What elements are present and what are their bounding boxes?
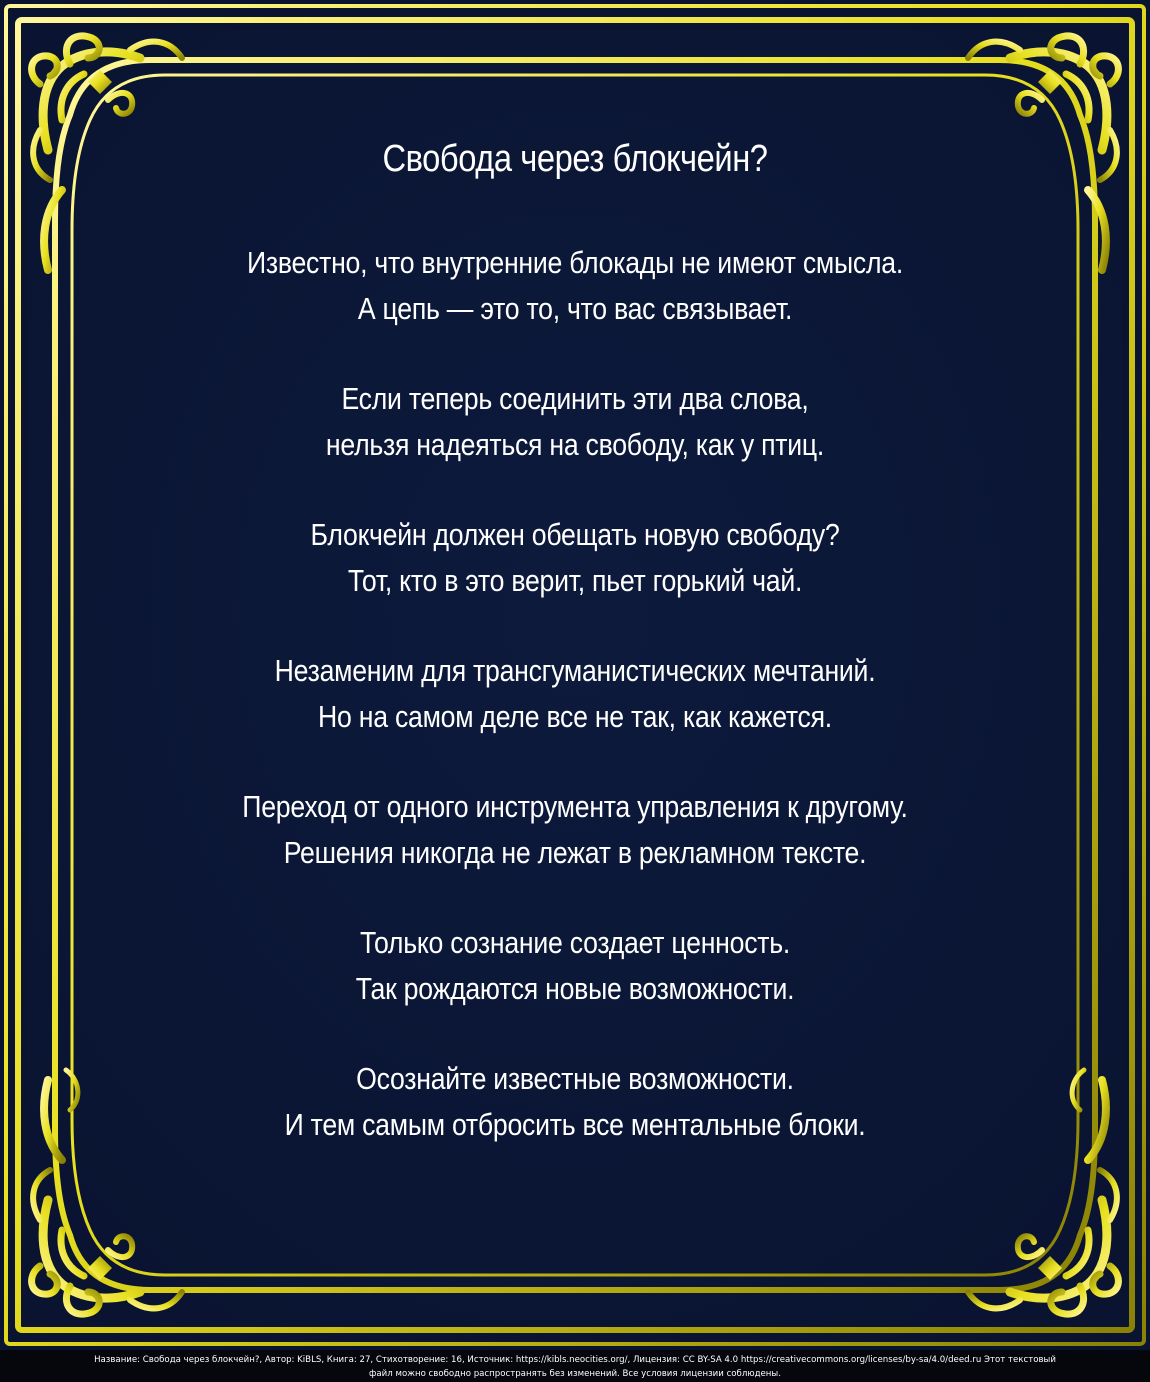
license-footer (0, 1350, 1150, 1382)
poem-line: Если теперь соединить эти два слова, (341, 381, 809, 416)
footer-line-1: Название: Свобода через блокчейн?, Автор: KiBLS, Книга: 27, Стихотворение: 16, Источник: https://kibls.neocities.org/, Лицензия: CC BY-SA 4.0 https://creativecommons.org/licenses/by-sa/4.0/deed.ru Этот текстовый (94, 1355, 1056, 1365)
footer-line-2: файл можно свободно распространять без изменений. Все условия лицензии соблюдены. (369, 1369, 781, 1379)
poem-line: А цепь — это то, что вас связывает. (357, 291, 793, 326)
stanza-1 (90, 240, 1060, 332)
poem-line: Но на самом деле все не так, как кажется. (318, 699, 832, 734)
poem-line: Известно, что внутренние блокады не имеют смысла. (247, 245, 903, 280)
stanza-3 (90, 512, 1060, 604)
poem-line: И тем самым отбросить все ментальные блоки. (284, 1107, 866, 1142)
poem-line: Решения никогда не лежат в рекламном тексте. (283, 835, 867, 870)
stanza-2 (90, 376, 1060, 468)
poem-line: Переход от одного инструмента управления к другому. (242, 789, 908, 824)
poem-line: Блокчейн должен обещать новую свободу? (310, 517, 840, 552)
poem-line: нельзя надеяться на свободу, как у птиц. (325, 427, 825, 462)
stanza-5 (90, 784, 1060, 876)
poem-line: Незаменим для трансгуманистических мечтаний. (274, 653, 876, 688)
poem-title: Свобода через блокчейн? (382, 138, 768, 180)
poem-line: Тот, кто в это верит, пьет горький чай. (347, 563, 803, 598)
poem-line: Только сознание создает ценность. (360, 925, 790, 960)
stanza-4 (90, 648, 1060, 740)
stanza-6 (90, 920, 1060, 1012)
poem-line: Осознайте известные возможности. (356, 1061, 794, 1096)
poem-line: Так рождаются новые возможности. (355, 971, 795, 1006)
stanza-7 (90, 1056, 1060, 1148)
poem (90, 140, 1060, 1192)
